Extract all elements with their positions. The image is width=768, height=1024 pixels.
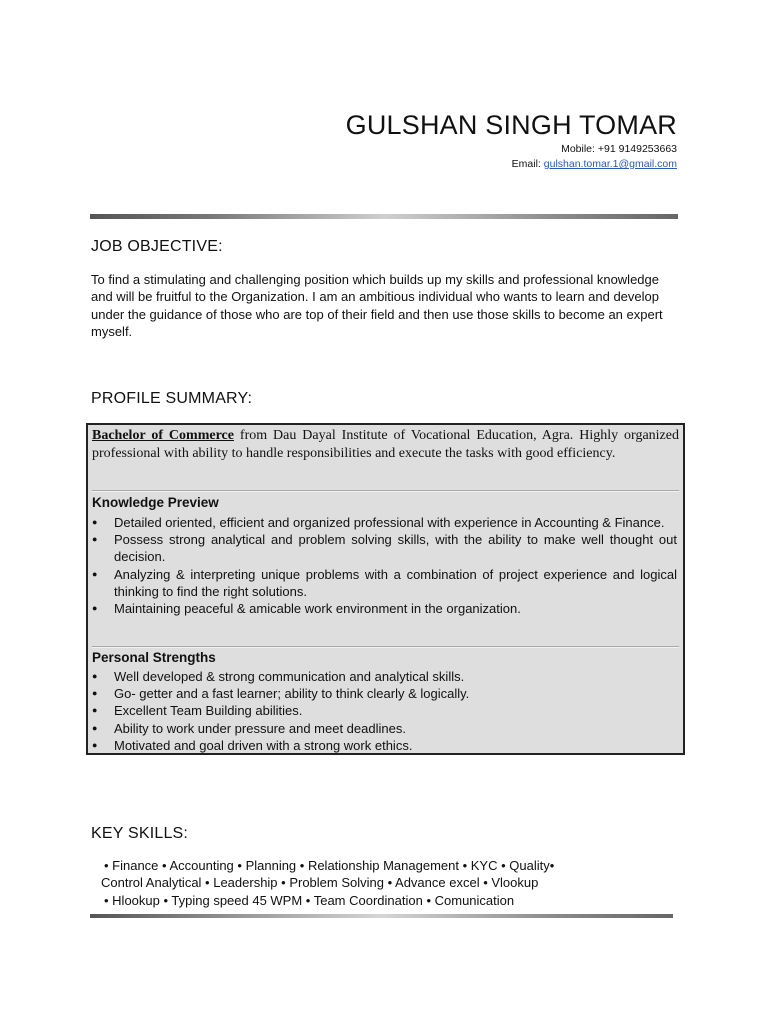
list-item: ● Motivated and goal driven with a strong work ethics. <box>92 737 677 754</box>
email-link[interactable]: gulshan.tomar.1@gmail.com <box>543 158 677 170</box>
list-item: ● Possess strong analytical and problem solving skills, with the ability to make well thought out decision. <box>92 531 677 565</box>
personal-strengths-heading: Personal Strengths <box>92 650 216 665</box>
list-item: ● Maintaining peaceful & amicable work environment in the organization. <box>92 600 677 617</box>
list-item: ● Go- getter and a fast learner; ability to think clearly & logically. <box>92 685 677 702</box>
skills-line: Control Analytical • Leadership • Problem Solving • Advance excel • Vlookup <box>101 875 539 891</box>
job-objective-heading: JOB OBJECTIVE: <box>91 238 223 255</box>
profile-summary-box <box>86 423 685 755</box>
profile-summary-heading: PROFILE SUMMARY: <box>91 390 253 407</box>
header-divider <box>90 214 678 219</box>
degree-name: Bachelor of Commerce <box>92 428 234 443</box>
email-label: Email: <box>511 158 541 170</box>
list-item: ● Detailed oriented, efficient and organized professional with experience in Accounting & Finance. <box>92 514 677 531</box>
skills-line: • Hlookup • Typing speed 45 WPM • Team Coordination • Comunication <box>104 892 515 908</box>
list-item: ● Well developed & strong communication and analytical skills. <box>92 668 677 685</box>
footer-divider <box>90 914 673 918</box>
key-skills-heading: KEY SKILLS: <box>91 825 189 842</box>
strengths-list <box>92 668 677 754</box>
mobile-label: Mobile: <box>561 143 595 155</box>
section-divider <box>92 490 679 492</box>
knowledge-list <box>92 514 677 617</box>
list-item: ● Excellent Team Building abilities. <box>92 702 677 719</box>
skills-line: • Finance • Accounting • Planning • Relationship Management • KYC • Quality• <box>104 858 555 873</box>
education-text: from Dau Dayal Institute of Vocational Education, Agra. Highly organized professional with ability to handle responsibilities and execute the tasks with good efficiency. <box>92 428 679 461</box>
mobile-line <box>561 143 677 155</box>
list-item: ● Analyzing & interpreting unique problems with a combination of project experience and logical thinking to find the right solutions. <box>92 566 677 600</box>
job-objective-text: To find a stimulating and challenging position which builds up my skills and professional knowledge and will be fruitful to the Organization. I am an ambitious individual who wants to learn and develop under the guidance of those who are top of their field and then use those skills to become an expert myself. <box>91 272 663 339</box>
key-skills-list <box>101 857 621 909</box>
education-summary <box>92 427 679 462</box>
candidate-name: GULSHAN SINGH TOMAR <box>345 110 677 140</box>
email-line <box>512 158 677 170</box>
mobile-number: +91 9149253663 <box>597 143 677 155</box>
list-item: ● Ability to work under pressure and meet deadlines. <box>92 720 677 737</box>
knowledge-preview-heading: Knowledge Preview <box>92 495 219 510</box>
section-divider <box>92 646 679 648</box>
